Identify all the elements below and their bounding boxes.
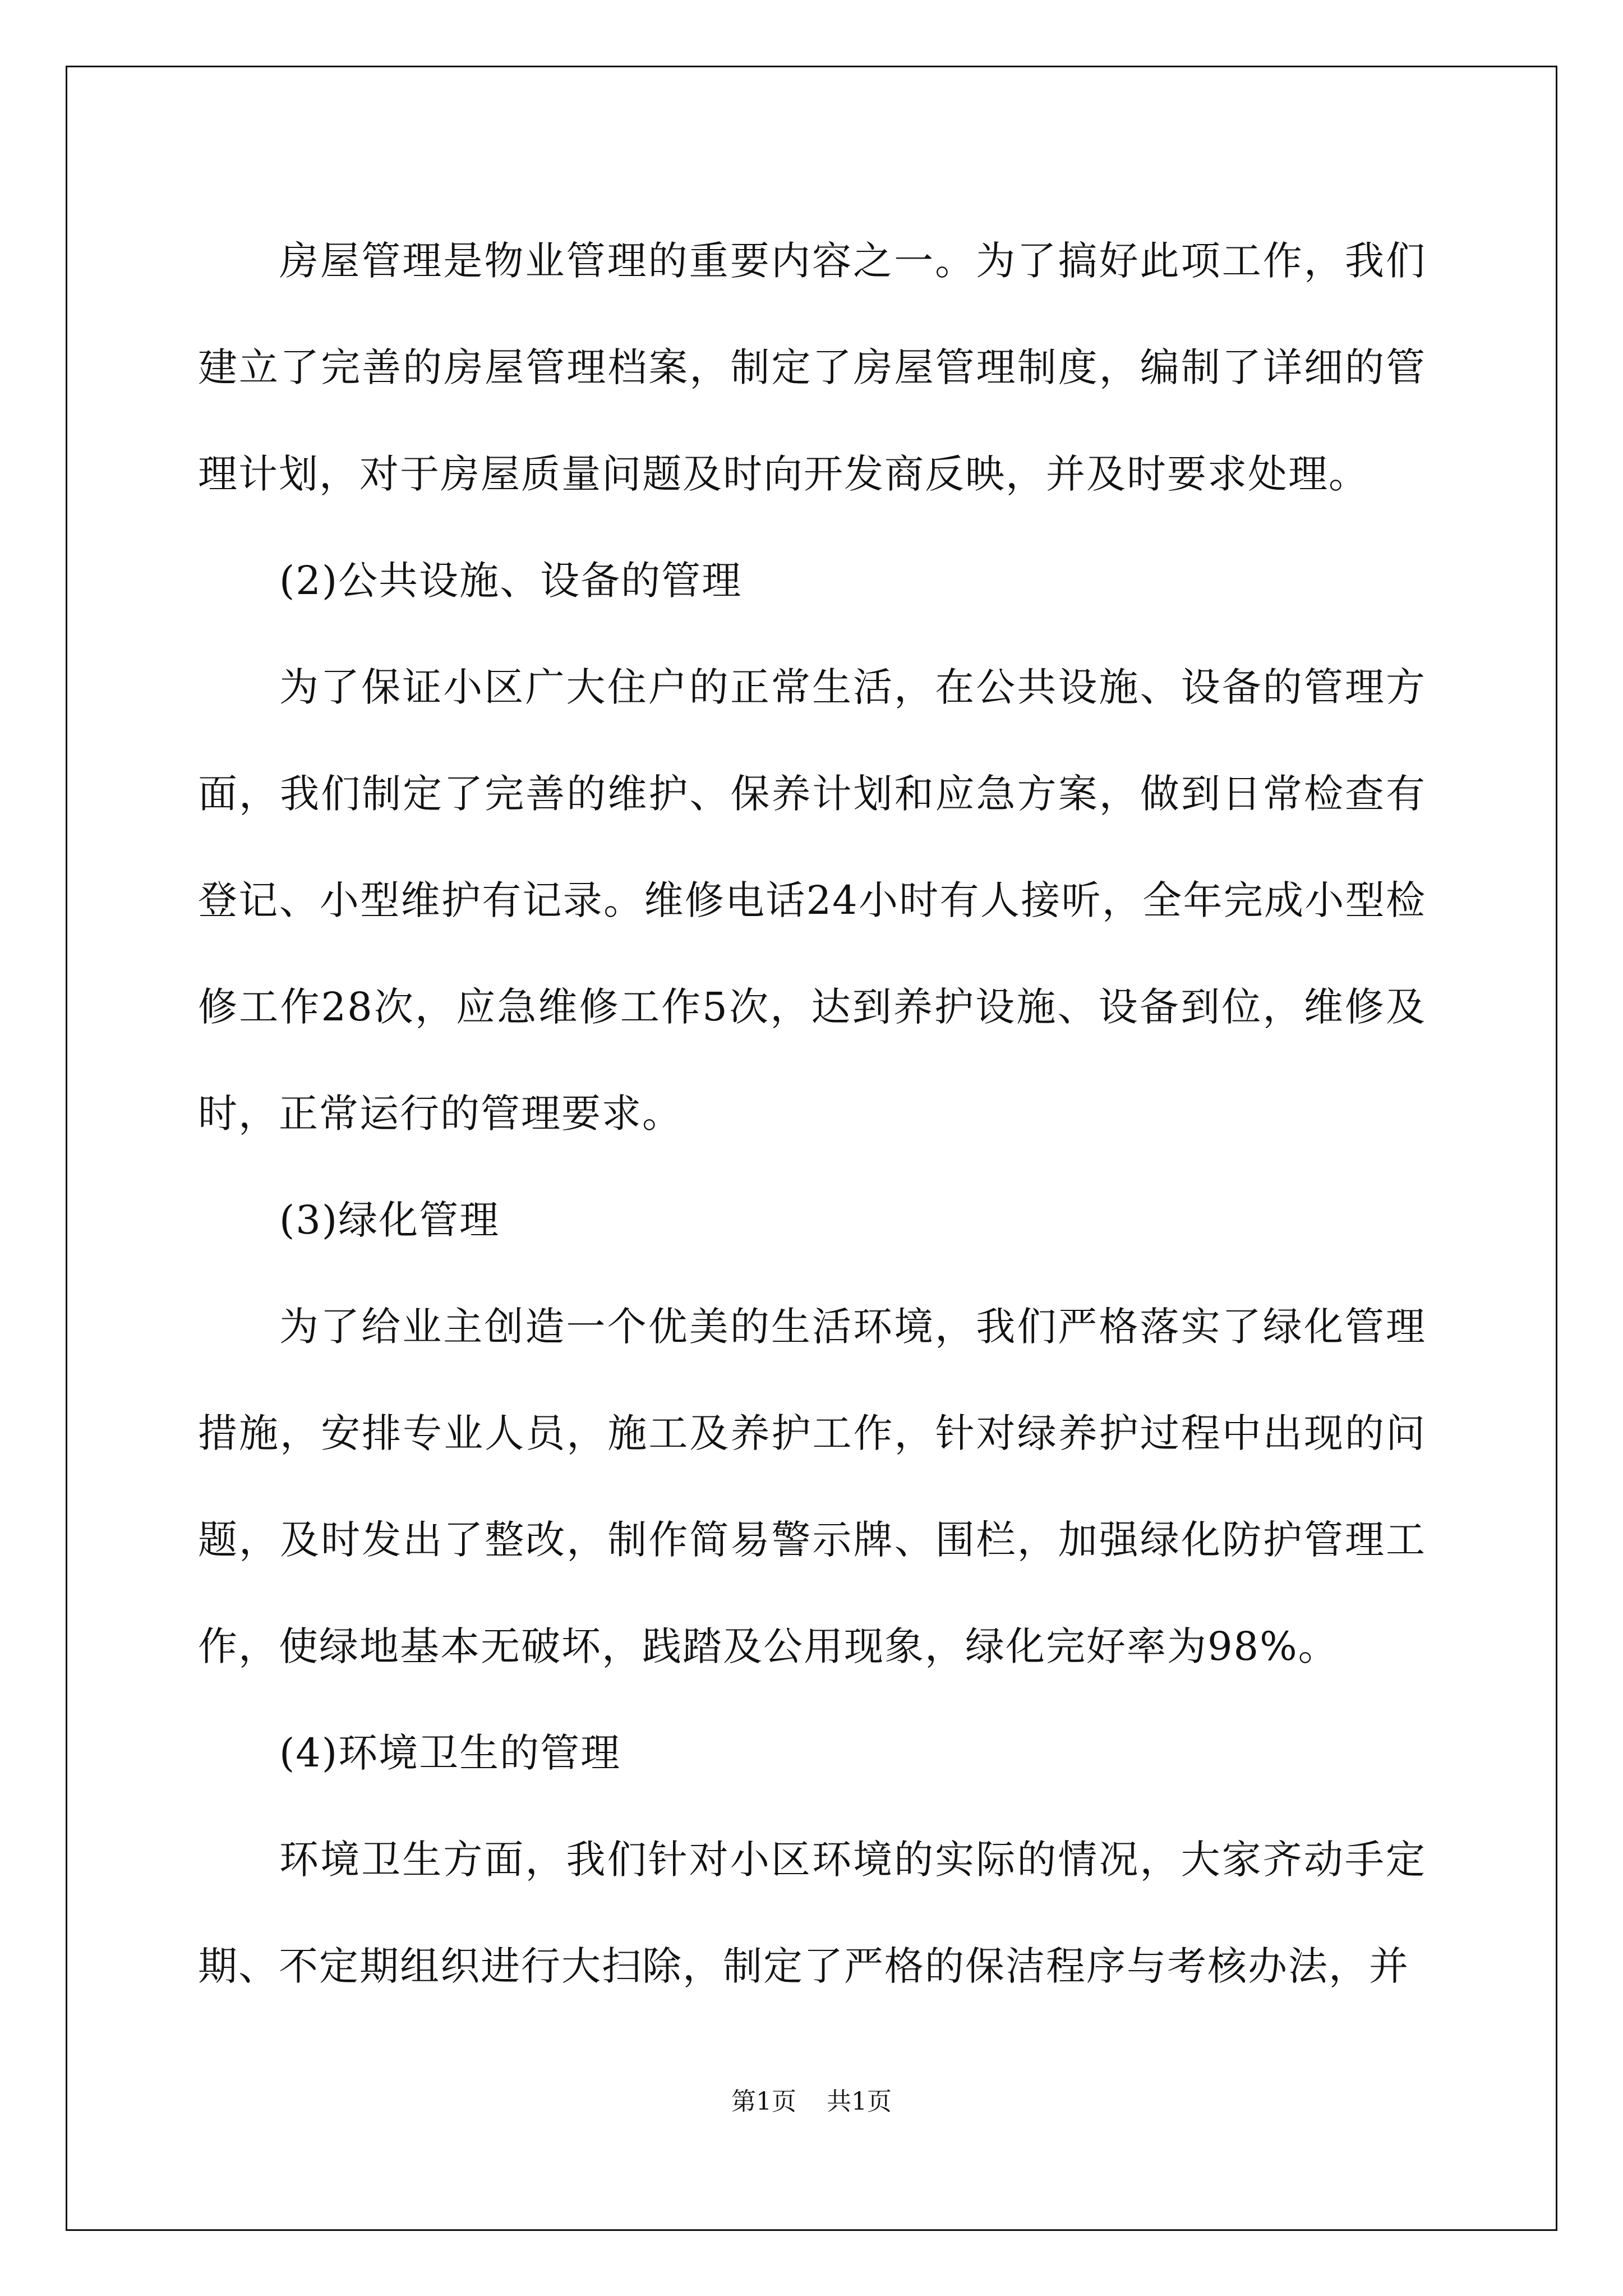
section-heading-facilities: (2)公共设施、设备的管理: [279, 558, 743, 604]
paragraph-facilities-management: 为了保证小区广大住户的正常生活，在公共设施、设备的管理方面，我们制定了完善的维护、保养计划和应急方案，做到日常检查有登记、小型维护有记录。维修电话24小时有人接听，全年完成小型检修工作28次，应急维修工作5次，达到养护设施、设备到位，维修及时，正常运行的管理要求。: [198, 664, 1426, 1137]
section-heading-greening: (3)绿化管理: [279, 1197, 500, 1243]
page-total: 共1页: [827, 2087, 892, 2116]
paragraph-greening-management: 为了给业主创造一个优美的生活环境，我们严格落实了绿化管理措施，安排专业人员，施工及养护工作，针对绿养护过程中出现的问题，及时发出了整改，制作简易警示牌、围栏，加强绿化防护管理工作，使绿地基本无破坏，践踏及公用现象，绿化完好率为98%。: [198, 1304, 1426, 1669]
document-body: [198, 208, 1426, 2019]
page-number: 第1页: [731, 2087, 796, 2116]
paragraph-housing-management: 房屋管理是物业管理的重要内容之一。为了搞好此项工作，我们建立了完善的房屋管理档案，制定了房屋管理制度，编制了详细的管理计划，对于房屋质量问题及时向开发商反映，并及时要求处理。: [198, 238, 1426, 497]
paragraph-sanitation-management: 环境卫生方面，我们针对小区环境的实际的情况，大家齐动手定期、不定期组织进行大扫除，制定了严格的保洁程序与考核办法，并: [198, 1837, 1426, 1989]
section-heading-sanitation: (4)环境卫生的管理: [279, 1730, 621, 1776]
page-footer: [0, 2081, 1623, 2117]
